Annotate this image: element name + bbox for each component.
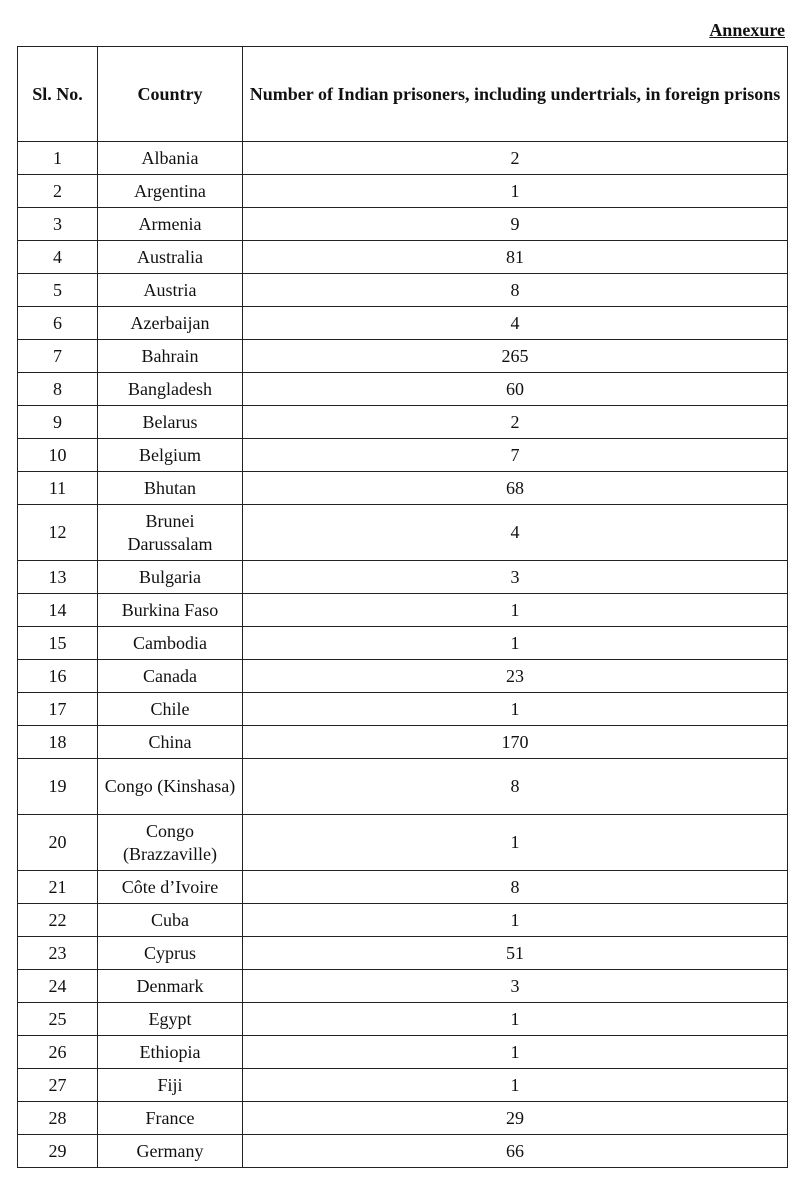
cell-sl-no: 28 <box>18 1102 98 1135</box>
cell-prisoner-count: 170 <box>243 726 788 759</box>
cell-sl-no: 12 <box>18 505 98 561</box>
cell-sl-no: 9 <box>18 406 98 439</box>
cell-sl-no: 2 <box>18 175 98 208</box>
cell-country: Congo (Kinshasa) <box>98 759 243 815</box>
cell-sl-no: 15 <box>18 627 98 660</box>
table-row <box>18 594 788 627</box>
cell-country: Cyprus <box>98 937 243 970</box>
cell-country: Canada <box>98 660 243 693</box>
table-row <box>18 904 788 937</box>
cell-sl-no: 7 <box>18 340 98 373</box>
cell-prisoner-count: 3 <box>243 561 788 594</box>
cell-country: Albania <box>98 142 243 175</box>
cell-country: Bahrain <box>98 340 243 373</box>
cell-sl-no: 16 <box>18 660 98 693</box>
table-row <box>18 1069 788 1102</box>
table-body <box>18 142 788 1168</box>
table-row <box>18 937 788 970</box>
table-row <box>18 1102 788 1135</box>
cell-prisoner-count: 1 <box>243 904 788 937</box>
cell-country: Germany <box>98 1135 243 1168</box>
cell-country: Fiji <box>98 1069 243 1102</box>
cell-sl-no: 25 <box>18 1003 98 1036</box>
cell-prisoner-count: 1 <box>243 693 788 726</box>
cell-sl-no: 29 <box>18 1135 98 1168</box>
table-row <box>18 505 788 561</box>
cell-country: France <box>98 1102 243 1135</box>
table-row <box>18 175 788 208</box>
cell-sl-no: 20 <box>18 815 98 871</box>
table-row <box>18 726 788 759</box>
table-row <box>18 472 788 505</box>
cell-country: Denmark <box>98 970 243 1003</box>
cell-prisoner-count: 8 <box>243 759 788 815</box>
table-row <box>18 660 788 693</box>
cell-prisoner-count: 60 <box>243 373 788 406</box>
table-row <box>18 693 788 726</box>
table-row <box>18 759 788 815</box>
table-row <box>18 208 788 241</box>
cell-country: Côte d’Ivoire <box>98 871 243 904</box>
cell-sl-no: 8 <box>18 373 98 406</box>
table-row <box>18 871 788 904</box>
cell-prisoner-count: 51 <box>243 937 788 970</box>
cell-country: Ethiopia <box>98 1036 243 1069</box>
cell-country: Congo (Brazzaville) <box>98 815 243 871</box>
cell-country: Burkina Faso <box>98 594 243 627</box>
table-row <box>18 561 788 594</box>
cell-prisoner-count: 8 <box>243 274 788 307</box>
cell-sl-no: 4 <box>18 241 98 274</box>
cell-sl-no: 14 <box>18 594 98 627</box>
table-row <box>18 373 788 406</box>
prisoners-table <box>17 46 788 1168</box>
cell-sl-no: 3 <box>18 208 98 241</box>
cell-country: Austria <box>98 274 243 307</box>
annexure-heading: Annexure <box>709 20 785 40</box>
cell-prisoner-count: 9 <box>243 208 788 241</box>
cell-country: Belgium <box>98 439 243 472</box>
table-row <box>18 274 788 307</box>
cell-sl-no: 18 <box>18 726 98 759</box>
cell-prisoner-count: 265 <box>243 340 788 373</box>
cell-country: Azerbaijan <box>98 307 243 340</box>
cell-country: Brunei Darussalam <box>98 505 243 561</box>
table-row <box>18 1135 788 1168</box>
cell-sl-no: 22 <box>18 904 98 937</box>
cell-prisoner-count: 66 <box>243 1135 788 1168</box>
cell-prisoner-count: 1 <box>243 627 788 660</box>
table-row <box>18 627 788 660</box>
cell-sl-no: 21 <box>18 871 98 904</box>
cell-sl-no: 5 <box>18 274 98 307</box>
table-header-row <box>18 47 788 142</box>
cell-country: China <box>98 726 243 759</box>
cell-sl-no: 23 <box>18 937 98 970</box>
cell-prisoner-count: 7 <box>243 439 788 472</box>
cell-prisoner-count: 29 <box>243 1102 788 1135</box>
cell-prisoner-count: 81 <box>243 241 788 274</box>
cell-country: Cambodia <box>98 627 243 660</box>
cell-sl-no: 24 <box>18 970 98 1003</box>
table-row <box>18 1003 788 1036</box>
cell-country: Chile <box>98 693 243 726</box>
table-row <box>18 1036 788 1069</box>
cell-prisoner-count: 23 <box>243 660 788 693</box>
cell-sl-no: 26 <box>18 1036 98 1069</box>
cell-prisoner-count: 2 <box>243 406 788 439</box>
cell-prisoner-count: 3 <box>243 970 788 1003</box>
cell-prisoner-count: 2 <box>243 142 788 175</box>
header-sl-no: Sl. No. <box>18 47 98 142</box>
cell-country: Argentina <box>98 175 243 208</box>
cell-country: Egypt <box>98 1003 243 1036</box>
cell-country: Bangladesh <box>98 373 243 406</box>
cell-sl-no: 13 <box>18 561 98 594</box>
cell-prisoner-count: 1 <box>243 1036 788 1069</box>
cell-prisoner-count: 4 <box>243 307 788 340</box>
table-row <box>18 815 788 871</box>
table-row <box>18 340 788 373</box>
cell-country: Armenia <box>98 208 243 241</box>
table-row <box>18 241 788 274</box>
header-prisoner-count: Number of Indian prisoners, including undertrials, in foreign prisons <box>243 47 788 142</box>
table-row <box>18 439 788 472</box>
cell-sl-no: 19 <box>18 759 98 815</box>
cell-sl-no: 11 <box>18 472 98 505</box>
table-row <box>18 406 788 439</box>
cell-country: Australia <box>98 241 243 274</box>
cell-prisoner-count: 1 <box>243 175 788 208</box>
cell-prisoner-count: 1 <box>243 1003 788 1036</box>
cell-prisoner-count: 8 <box>243 871 788 904</box>
cell-country: Cuba <box>98 904 243 937</box>
table-row <box>18 970 788 1003</box>
cell-country: Bulgaria <box>98 561 243 594</box>
table-row <box>18 307 788 340</box>
cell-sl-no: 1 <box>18 142 98 175</box>
cell-sl-no: 27 <box>18 1069 98 1102</box>
cell-sl-no: 6 <box>18 307 98 340</box>
cell-prisoner-count: 1 <box>243 594 788 627</box>
cell-country: Belarus <box>98 406 243 439</box>
cell-prisoner-count: 68 <box>243 472 788 505</box>
cell-sl-no: 10 <box>18 439 98 472</box>
table-row <box>18 142 788 175</box>
cell-prisoner-count: 4 <box>243 505 788 561</box>
cell-sl-no: 17 <box>18 693 98 726</box>
cell-prisoner-count: 1 <box>243 1069 788 1102</box>
cell-prisoner-count: 1 <box>243 815 788 871</box>
header-country: Country <box>98 47 243 142</box>
cell-country: Bhutan <box>98 472 243 505</box>
